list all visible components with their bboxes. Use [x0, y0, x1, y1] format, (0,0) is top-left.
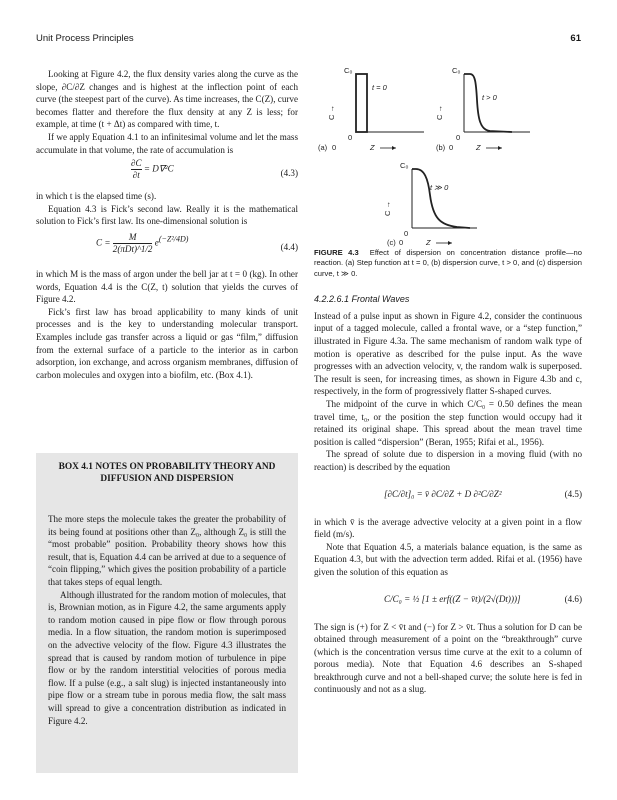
eq-denominator: ∂t	[132, 170, 140, 181]
paragraph: in which t is the elapsed time (s).	[36, 191, 157, 202]
paragraph: in which v̄ is the average advective velocity at a given point in a flow field (m/s).	[314, 516, 582, 540]
x-axis-label: Z	[426, 238, 431, 247]
origin-label: 0	[456, 133, 461, 142]
eq-numerator: ∂C	[131, 158, 142, 169]
y-axis-label: C →	[435, 105, 444, 120]
panel-label: (a)	[318, 143, 328, 152]
panel-b	[435, 66, 530, 152]
equation-4-4	[36, 228, 298, 268]
paragraph: Note that Equation 4.5, a materials balance equation, is the same as Equation 4.3, but with the advection term added. Rifai et al. (1956) have given the solution of this equation as	[314, 541, 582, 577]
box-text	[48, 513, 286, 727]
equation-4-3	[36, 156, 298, 190]
paragraph: If we apply Equation 4.1 to an infinitesimal volume and let the mass accumulate in that volume, the rate of accumulation is	[36, 131, 298, 155]
paragraph: The spread of solute due to dispersion in a moving fluid (with no reaction) is described by the equation	[314, 449, 582, 472]
paragraph: Instead of a pulse input as shown in Figure 4.2, consider the continuous input of a tagged molecule, called a frontal wave, or a “step function,” illustrated in Figure 4.3a. The same mechanism of random walk type of motion is operative as described for the pulse input. As the wave progresses with an advection velocity, v, the random walk is superposed. The result is seen, for increasing times, as shown in Figure 4.3b and c, respectively, in the form of progressively flatter S-shaped curves.	[314, 310, 582, 397]
box-title: BOX 4.1 NOTES ON PROBABILITY THEORY AND DIFFUSION AND DISPERSION	[58, 462, 276, 484]
c0-label: C₀	[400, 161, 409, 170]
time-label: t ≫ 0	[430, 183, 449, 192]
zero-label: 0	[332, 143, 337, 152]
time-label: t = 0	[372, 83, 387, 92]
eq-body: [∂C/∂t]₀ = v̄ ∂C/∂Z + D ∂²C/∂Z²	[384, 488, 502, 499]
paragraph: Although illustrated for the random motion of molecules, that is, Brownian motion, as in Figure 4.2, the same arguments apply to random motion caused in pipe flow or flow through porous media. In a flow situation, the random motion is superimposed on the advective velocity of the flow. Figure 4.3 illustrates the spread that is caused by random motion of turbulence in pipe flow or by the random interstitial velocities of porous media flow. If a pulse (e.g., a salt slug) is injected instantaneously into pipe flow or a stream tube in porous media flow, the salt mass will spread to give a concentration distribution as indicated in Figure 4.2.	[48, 589, 286, 726]
equation-4-5	[314, 474, 582, 516]
running-title: Unit Process Principles	[36, 33, 134, 44]
right-column	[314, 248, 582, 696]
eq-numerator: M	[128, 231, 137, 242]
panel-label: (c)	[387, 238, 396, 247]
paragraph: The sign is (+) for Z < v̄t and (−) for Z > v̄t. Thus a solution for D can be obtained through measurement of a point on the “breakthrough” curve (which is the concentration versus time curve at the exit to a column of porous media). Note that Equation 4.6 describes an S-shaped breakthrough curve and not a bell-shaped curve; the solute here is fed in continuously and not as a slug.	[314, 621, 582, 695]
y-axis-label: C →	[383, 201, 392, 216]
origin-label: 0	[404, 229, 409, 238]
equation-number: (4.3)	[280, 168, 298, 179]
zero-label: 0	[449, 143, 454, 152]
c0-label: C₀	[452, 66, 461, 75]
paragraph: The midpoint of the curve in which C/C₀ = 0.50 defines the mean travel time, t₀, or the position the step function would occupy had it retained its original shape. This spread about the mean travel time position is called “dispersion” (Beran, 1955; Rifai et al., 1956).	[314, 398, 582, 447]
panel-c	[383, 161, 477, 247]
equation-number: (4.5)	[564, 488, 582, 499]
paragraph: in which M is the mass of argon under the bell jar at t = 0 (kg). In other words, Equation 4.4 is the C(Z, t) solution that yields the curves of Figure 4.2.	[36, 268, 298, 305]
caption-text: Effect of dispersion on concentration distance profile—no reaction. (a) Step function at t = 0, (b) dispersion curve, t > 0, and (c) dispersion curve, t ≫ 0.	[314, 248, 582, 278]
page-number: 61	[570, 33, 581, 44]
eq-exp-arg: (−Z²/4D)	[158, 234, 189, 244]
eq-denominator: 2(πDt)^1/2	[112, 243, 153, 254]
left-column	[36, 68, 298, 381]
equation-number: (4.4)	[280, 241, 298, 252]
paragraph: Equation 4.3 is Fick’s second law. Really it is the mathematical solution to Fick’s first law. Its one-dimensional solution is	[36, 203, 298, 227]
running-header	[36, 33, 581, 47]
x-axis-label: Z	[370, 143, 375, 152]
paragraph: The more steps the molecule takes the greater the probability of its being found at positions other than Z₀, although Z₀ is still the “most probable” position. Probability theory shows how this result, that is, Equation 4.4 can be arrived at due to a sequence of “coin flipping,” which gives the position probability of a particle that takes steps of equal length.	[48, 514, 286, 587]
panel-label: (b)	[436, 143, 446, 152]
caption-label: FIGURE 4.3	[314, 248, 359, 257]
equation-4-6	[314, 579, 582, 621]
panel-a	[318, 66, 424, 152]
y-axis-label: C →	[327, 105, 336, 120]
figure-4-3	[312, 60, 582, 256]
time-label: t > 0	[482, 93, 497, 102]
origin-label: 0	[348, 133, 353, 142]
section-heading: 4.2.2.6.1 Frontal Waves	[314, 294, 410, 305]
eq-lhs: C =	[96, 237, 111, 248]
paragraph: Looking at Figure 4.2, the flux density varies along the curve as the slope, ∂C/∂Z changes and is highest at the inflection point of each curve (the steepest part of the curve). As time increases, the C(Z), curve becomes flatter and therefore the flux density at any Z is less; for example, at time (t + Δt) as compared with time, t.	[36, 69, 298, 130]
zero-label: 0	[399, 238, 404, 247]
sidebar-box	[36, 453, 298, 773]
c0-label: C₀	[344, 66, 353, 75]
eq-exp: e	[154, 237, 159, 248]
eq-rhs: = D∇²C	[143, 163, 174, 174]
equation-number: (4.6)	[564, 593, 582, 604]
paragraph: Fick’s first law has broad applicability to many kinds of unit processes and is the key to understanding molecular transport. Examples include gas transfer across a liquid or gas “film,” diffusion from the external surface of a particle to the interior as in carbon adsorption, ion exchange, and across organism membranes, diffusion of carbon molecules and oxygen into a biofilm, etc. (Box 4.1).	[36, 306, 298, 380]
x-axis-label: Z	[476, 143, 481, 152]
figure-caption	[314, 248, 582, 279]
eq-body: C/C₀ = ½ [1 ± erf((Z − v̄t)/(2√(Dt)))]	[384, 593, 521, 604]
